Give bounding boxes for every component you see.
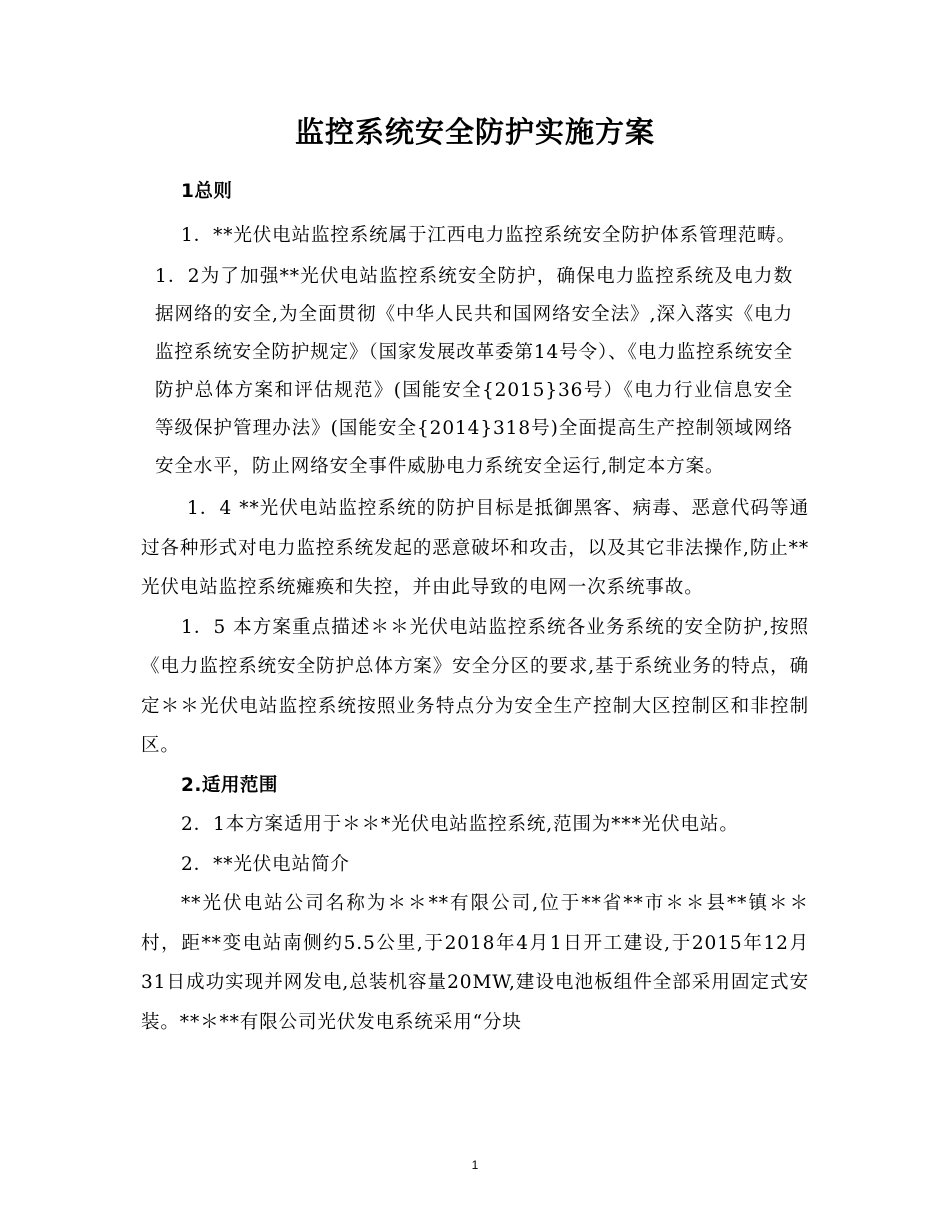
paragraph-station-intro: **光伏电站公司名称为＊＊**有限公司,位于**省**市＊＊县**镇＊＊村，距**变电站南侧约5.5公里,于2018年4月1日开工建设,于2015年12月31日成功实现并网发电,总装机容量20MW,建设电池板组件全部采用固定式安装。**＊**有限公司光伏发电系统采用“分块 [141,893,809,1033]
section-heading-scope: 2.适用范围 [181,774,278,796]
paragraph-1-1: 1．**光伏电站监控系统属于江西电力监控系统安全防护体系管理范畴。 [181,224,796,246]
page-number: 1 [471,1158,479,1172]
paragraph-2-1: 2．1本方案适用于＊＊*光伏电站监控系统,范围为***光伏电站。 [181,814,739,835]
document-body [141,172,809,1042]
paragraph-1-2: 1．2为了加强**光伏电站监控系统安全防护，确保电力监控系统及电力数据网络的安全,为全面贯彻《中华人民共和国网络安全法》,深入落实《电力监控系统安全防护规定》（国家发展改革委第14号令）、《电力监控系统安全防护总体方案和评估规范》(国能安全{2015}36号）《电力行业信息安全等级保护管理办法》(国能安全{2014}318号)全面提高生产控制领域网络安全水平，防止网络安全事件威胁电力系统安全运行,制定本方案。 [155,266,793,477]
paragraph-1-5: 1．5 本方案重点描述＊＊光伏电站监控系统各业务系统的安全防护,按照《电力监控系统安全防护总体方案》安全分区的要求,基于系统业务的特点，确定＊＊光伏电站监控系统按照业务特点分为安全生产控制大区控制区和非控制区。 [141,616,809,756]
paragraph-2-2: 2．**光伏电站简介 [181,853,350,875]
document-title: 监控系统安全防护实施方案 [294,115,655,149]
section-heading-general: 1总则 [181,181,233,202]
paragraph-1-4: 1．4 **光伏电站监控系统的防护目标是抵御黑客、病毒、恶意代码等通过各种形式对电力监控系统发起的恶意破坏和攻击，以及其它非法操作,防止**光伏电站监控系统瘫痪和失控，并由此导致的电网一次系统事故。 [141,498,809,598]
